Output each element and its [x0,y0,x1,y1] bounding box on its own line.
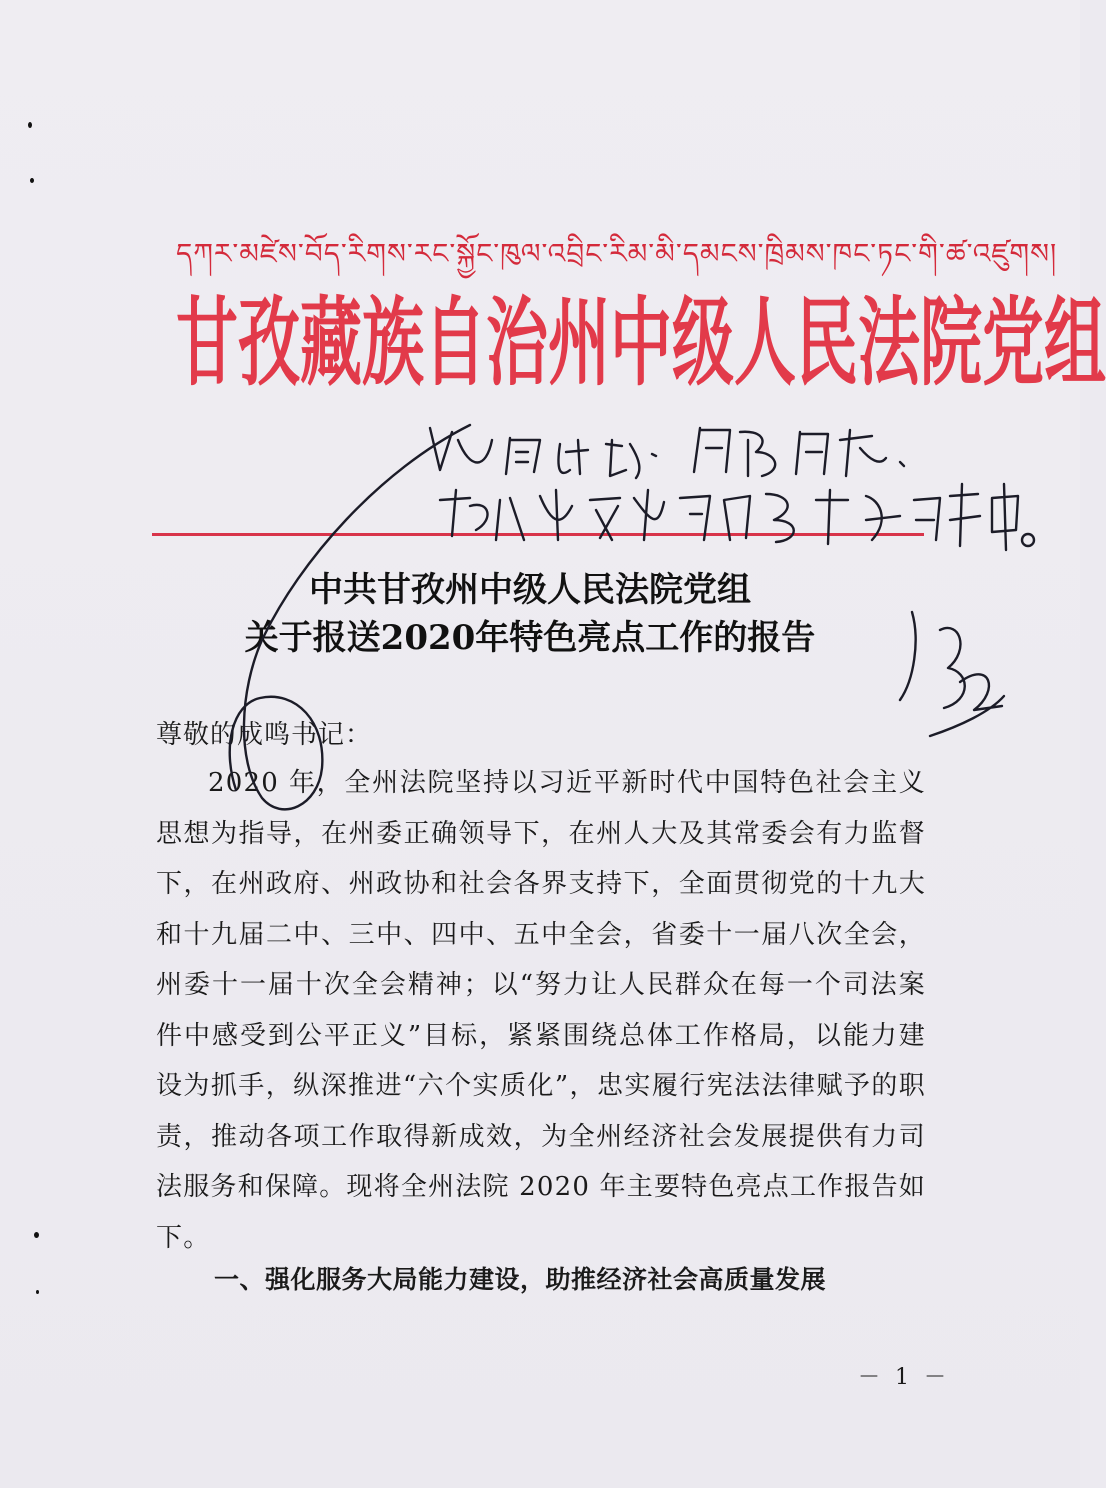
document-title-line-2: 关于报送2020年特色亮点工作的报告 [244,618,816,658]
scan-speck [30,178,34,183]
letterhead-org-name: 甘孜藏族自治州中级人民法院党组 [176,286,1106,400]
salutation: 尊敬的成鸣书记： [156,720,373,750]
section-heading: 一、强化服务大局能力建设，助推经济社会高质量发展 [214,1265,827,1294]
body-paragraph: 2020 年，全州法院坚持以习近平新时代中国特色社会主义思想为指导，在州委正确领导下，在州人大及其常委会有力监督下，在州政府、州政协和社会各界支持下，全面贯彻党的十九大和十九届二中、三中、四中、五中全会，省委十一届八次全会，州委十一届十次全会精神；以“努力让人民群众在每一个司法案件中感受到公平正义”目标，紧紧围绕总体工作格局，以能力建设为抓手，纵深推进“六个实质化”，忠实履行宪法法律赋予的职责，推动各项工作取得新成效，为全州经济社会发展提供有力司法服务和保障。现将全州法院 2020 年主要特色亮点工作报告如下。 [156,768,926,1253]
document-title-line-1: 中共甘孜州中级人民法院党组 [309,570,751,610]
scan-speck [36,1290,39,1294]
scan-speck [34,1232,39,1238]
scan-speck [28,122,32,128]
page-number: － 1 － [858,1365,950,1390]
letterhead-tibetan: དཀར་མཛེས་བོད་རིགས་རང་སྐྱོང་ཁུལ་འབྲིང་རིམ་མི་དམངས་ཁྲིམས་ཁང་ཏང་གི་ཚ་འཛུགས། [176,237,1058,270]
letterhead-divider [152,533,924,536]
